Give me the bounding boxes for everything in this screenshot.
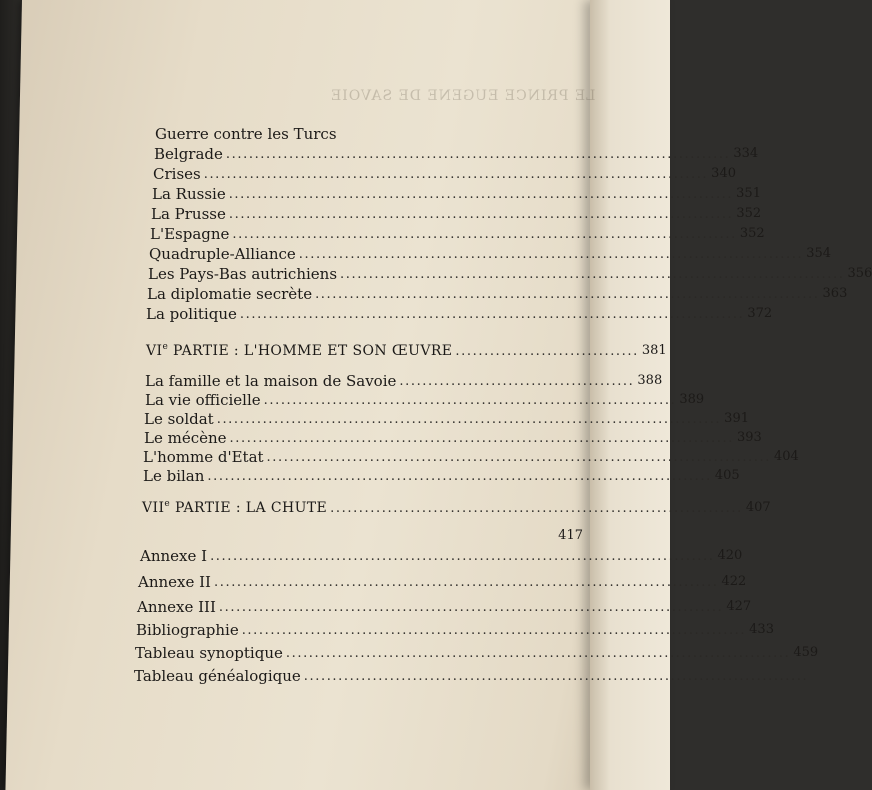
leader-dots: ........................................................................................: [218, 600, 724, 615]
toc-entry-label: Quadruple-Alliance: [149, 245, 296, 263]
toc-entry-label: L'Espagne: [150, 225, 230, 243]
toc-entry-label: Bibliographie: [136, 621, 239, 639]
leader-dots: ........................................................................: [330, 501, 743, 516]
toc-entry: [150, 224, 765, 244]
leader-dots: ........................................................................................: [315, 287, 820, 302]
leader-dots: ........................................................................................: [214, 575, 719, 590]
toc-entry: [144, 428, 762, 448]
leader-dots: ........................................................................................: [216, 412, 722, 427]
toc-page-number: 459: [793, 645, 819, 660]
toc-page-number: 354: [806, 246, 832, 261]
leader-dots: ........................................................................................: [228, 187, 734, 202]
toc-entry: [153, 164, 736, 184]
toc-entry-label: Belgrade: [154, 145, 223, 163]
toc-entry-label: Le mécène: [144, 429, 227, 447]
toc-page-number: 334: [733, 146, 759, 161]
leader-dots: ........................................................................................: [239, 307, 745, 322]
toc-entry-label: Le bilan: [143, 467, 205, 485]
toc-entry-label: Les Pays-Bas autrichiens: [148, 265, 338, 283]
toc-entry: [143, 447, 799, 467]
leader-dots: ........................................................................................: [298, 247, 804, 262]
leader-dots: ........................................................................................: [210, 549, 715, 564]
toc-page-number: 407: [745, 500, 771, 515]
toc-page-number: 363: [822, 286, 848, 301]
toc-page-number: 393: [736, 430, 762, 445]
toc-entry-label: La diplomatie secrète: [147, 285, 313, 303]
leader-dots: ................................: [455, 344, 639, 359]
leader-dots: ........................................................................................: [228, 207, 734, 222]
toc-entry-label: La Prusse: [151, 205, 226, 223]
toc-page-number: 420: [717, 548, 743, 563]
toc-entry-label: La politique: [146, 305, 237, 323]
toc-entry-label: La famille et la maison de Savoie: [145, 372, 397, 390]
toc-entry-label: Annexe III: [137, 598, 216, 616]
toc-entry: [145, 371, 663, 391]
toc-page-number: 389: [679, 392, 705, 407]
toc-part-heading: [142, 498, 771, 518]
toc-part-heading: [146, 341, 667, 361]
toc-page-number: 417: [558, 528, 583, 543]
toc-entry: [134, 666, 809, 686]
toc-page-number: 433: [749, 622, 774, 637]
toc-entry: [145, 390, 705, 410]
toc-entry-label: La Russie: [152, 185, 226, 203]
toc-page-number: 427: [726, 599, 752, 614]
toc-entry-label: Guerre contre les Turcs: [155, 125, 337, 143]
toc-entry-label: Annexe II: [138, 573, 211, 591]
toc-entry: [151, 204, 762, 224]
leader-dots: ........................................................................................: [285, 646, 791, 661]
toc-page-number: 352: [736, 206, 762, 221]
toc-entry: [135, 643, 819, 663]
toc-page-number: 422: [721, 574, 747, 589]
leader-dots: ........................................................................................: [303, 669, 809, 684]
toc-page-number: 356: [847, 266, 872, 281]
toc-page-number: 381: [641, 343, 667, 358]
toc-entry: [138, 572, 747, 592]
toc-entry: [144, 409, 749, 429]
toc-entry: [140, 546, 743, 566]
show-through-header: LE PRINCE EUGENE DE SAVOIE: [330, 88, 596, 104]
toc-entry: [143, 466, 740, 486]
toc-entry: [149, 244, 832, 264]
toc-page-number: 340: [711, 166, 736, 181]
toc-entry-label: La vie officielle: [145, 391, 261, 409]
toc-entry-label: Annexe I: [140, 547, 208, 565]
toc-entry: [148, 264, 872, 284]
toc-entry: [155, 124, 605, 144]
leader-dots: ........................................................................................: [266, 450, 771, 465]
part-title: VIIe PARTIE : LA CHUTE: [142, 499, 328, 516]
toc-page-number: 351: [736, 186, 761, 201]
toc-page-number: 404: [774, 449, 799, 464]
toc-page-number: 352: [739, 226, 765, 241]
toc-entry: [146, 304, 773, 324]
toc-entry: [136, 620, 774, 640]
part-title: VIe PARTIE : L'HOMME ET SON ŒUVRE: [146, 342, 453, 359]
toc-page-number: 388: [637, 373, 663, 388]
toc-entry: [140, 526, 583, 546]
toc-entry-label: Crises: [153, 165, 201, 183]
toc-entry: [154, 144, 759, 164]
leader-dots: ........................................................................................: [203, 167, 709, 182]
leader-dots: ........................................................................................: [225, 147, 731, 162]
toc-page-number: 405: [714, 468, 740, 483]
leader-dots: ........................................................................................: [241, 623, 747, 638]
toc-entry: [147, 284, 848, 304]
leader-dots: .........................................: [399, 374, 635, 389]
toc-entry-label: Tableau synoptique: [135, 644, 283, 662]
leader-dots: ........................................................................................: [340, 267, 845, 282]
leader-dots: ........................................................................................: [207, 469, 712, 484]
toc-page-number: 372: [747, 306, 773, 321]
toc-entry-label: Tableau généalogique: [134, 667, 301, 685]
toc-entry-label: L'homme d'Etat: [143, 448, 264, 466]
toc-page-number: 391: [724, 411, 749, 426]
leader-dots: ........................................................................................: [232, 227, 737, 242]
toc-entry: [137, 597, 752, 617]
toc-entry: [152, 184, 761, 204]
leader-dots: ........................................................................: [263, 393, 677, 408]
toc-entry-label: Le soldat: [144, 410, 214, 428]
leader-dots: ........................................................................................: [229, 431, 734, 446]
